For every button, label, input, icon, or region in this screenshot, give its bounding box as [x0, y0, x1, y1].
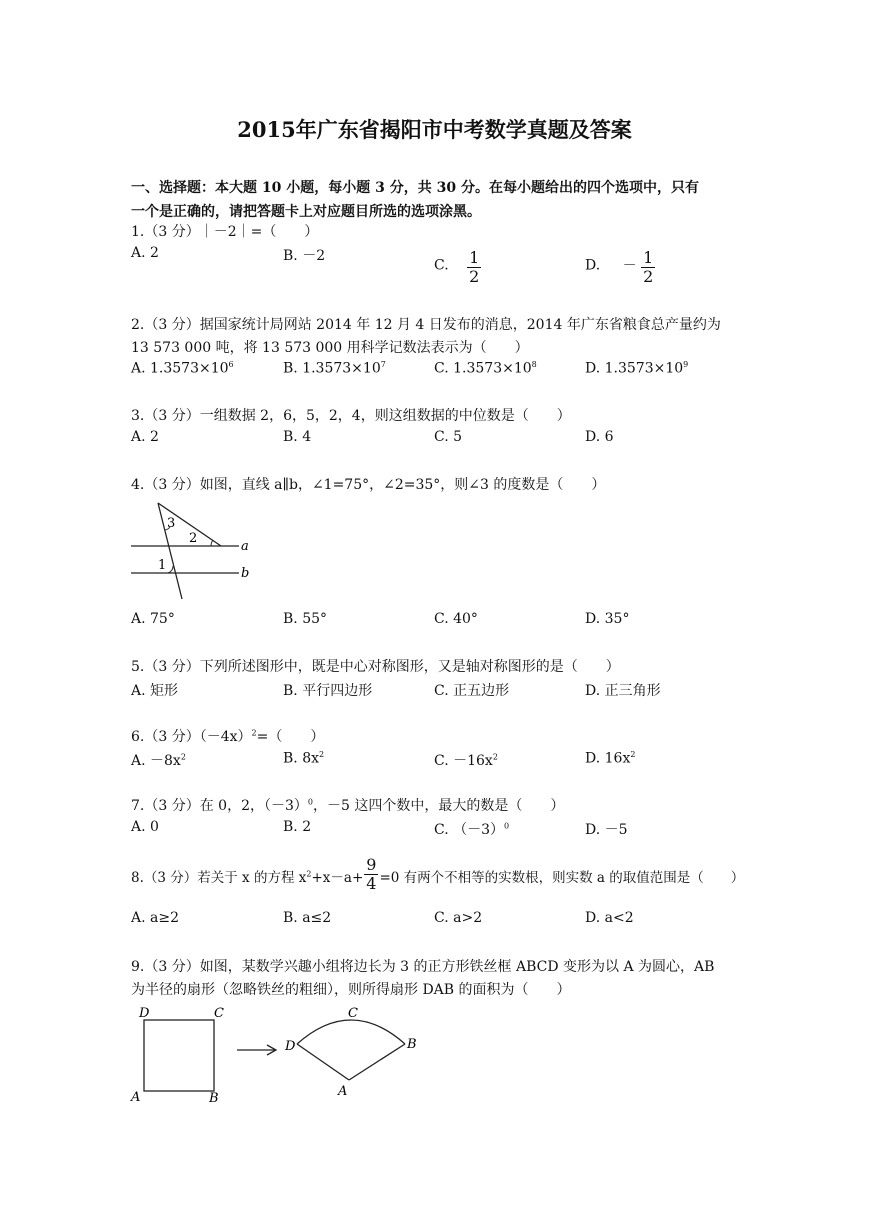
q5-option-c: C. 正五边形: [434, 683, 510, 699]
q7-option-c: C. $(-3)^0$: [434, 821, 510, 838]
q5-option-b: B. 平行四边形: [283, 683, 373, 699]
q5-stem: 5.（3 分）下列所述图形中，既是中心对称图形，又是轴对称图形的是（ ）: [131, 659, 620, 675]
q4-option-c: C. 40°: [434, 611, 478, 627]
q1-option-c-fraction: [467, 249, 481, 286]
angle-2-label: 2: [189, 531, 198, 546]
sector-radius-ab: [349, 1044, 405, 1080]
q7-option-a: A. 0: [131, 819, 159, 835]
section-heading-line1: 一、选择题：本大题 10 小题，每小题 3 分，共 30 分。在每小题给出的四个选项中，只有: [131, 180, 699, 196]
q7-stem: 7.（3 分）在 0，2，$(-3)^0$，－5 这四个数中，最大的数是（ ）: [131, 797, 565, 814]
q1-c-numerator: 1: [469, 248, 480, 267]
q4-option-d: D. 35°: [585, 611, 630, 627]
q1-option-a: A. 2: [131, 245, 159, 261]
q4-stem: 4.（3 分）如图，直线 a∥b，∠1=75°，∠2=35°，则∠3 的度数是（ ）: [131, 477, 606, 493]
q7-option-b: B. 2: [283, 819, 312, 835]
q6-option-d: D. $16x^2$: [585, 750, 636, 767]
sector-radius-ad: [297, 1044, 349, 1080]
q6-option-a: A. $-8x^2$: [131, 752, 186, 769]
q2-option-d: D. $1.3573\times 10^9$: [585, 360, 689, 377]
q9-stem-line1: 9.（3 分）如图，某数学兴趣小组将边长为 3 的正方形铁丝框 ABCD 变形为以 A 为圆心，AB: [131, 959, 715, 975]
q1-d-sign: －: [622, 257, 637, 274]
q1-d-denominator: 2: [643, 267, 654, 286]
angle-1-arc: [168, 566, 173, 573]
q3-option-d: D. 6: [585, 429, 614, 445]
line-b-label: b: [241, 566, 250, 581]
angle-1-label: 1: [158, 558, 167, 573]
angle-3-label: 3: [167, 516, 176, 531]
q8-option-d: D. a<2: [585, 910, 634, 926]
q2-option-b: B. $1.3573\times 10^7$: [283, 360, 386, 377]
square-abcd: [144, 1020, 214, 1091]
q1-option-c-label: C.: [434, 257, 449, 274]
q9-stem-line2: 为半径的扇形（忽略铁丝的粗细），则所得扇形 DAB 的面积为（ ）: [131, 982, 571, 998]
square-b-label: B: [209, 1091, 219, 1106]
q1-option-c: [434, 245, 481, 286]
q8-option-c: C. a>2: [434, 910, 483, 926]
q4-option-b: B. 55°: [283, 611, 328, 627]
q1-option-d-fraction: [641, 249, 655, 286]
page-title: 2015年广东省揭阳市中考数学真题及答案: [237, 117, 632, 142]
q2-option-a: A. $1.3573\times 10^6$: [131, 360, 234, 377]
q8-option-a: A. a≥2: [131, 910, 179, 926]
q1-option-d-label: D.: [585, 257, 601, 274]
q3-stem: 3.（3 分）一组数据 2，6，5，2，4，则这组数据的中位数是（ ）: [131, 408, 571, 424]
q6-option-b: B. $8x^2$: [283, 750, 325, 767]
q8-fraction: $\frac{9}{4}$: [366, 855, 377, 893]
q5-option-a: A. 矩形: [131, 683, 179, 699]
q3-option-c: C. 5: [434, 429, 463, 445]
square-c-label: C: [214, 1006, 224, 1021]
q5-option-d: D. 正三角形: [585, 683, 661, 699]
line-a-label: a: [241, 539, 249, 554]
sector-c-label: C: [348, 1006, 358, 1021]
q2-option-c: C. $1.3573\times 10^8$: [434, 360, 537, 377]
sector-b-label: B: [407, 1037, 417, 1052]
q1-d-numerator: 1: [643, 248, 654, 267]
q9-figure-square-to-sector: [125, 1000, 435, 1110]
section-heading-line2: 一个是正确的，请把答题卡上对应题目所选的选项涂黑。: [131, 204, 481, 220]
q1-c-denominator: 2: [469, 267, 480, 286]
q8-option-b: B. a≤2: [283, 910, 332, 926]
q6-option-c: C. $-16x^2$: [434, 752, 498, 769]
q1-stem: 1.（3 分）｜－2｜=（ ）: [131, 224, 319, 240]
sector-arc: [297, 1020, 405, 1044]
q1-option-b: B. －2: [283, 248, 326, 264]
sector-a-label: A: [338, 1084, 348, 1099]
q8-stem: 8.（3 分）若关于 x 的方程 $x^2+x-a+$ $\frac{9}{4}$ =0 有两个不相等的实数根，则实数 a 的取值范围是（ ）: [131, 855, 745, 893]
q4-option-a: A. 75°: [131, 611, 175, 627]
angle-2-arc: [211, 540, 213, 546]
q2-stem-line2: 13 573 000 吨，将 13 573 000 用科学记数法表示为（ ）: [131, 340, 529, 356]
square-d-label: D: [139, 1006, 150, 1021]
q7-option-d: D. －5: [585, 822, 628, 838]
sector-d-label: D: [285, 1039, 296, 1054]
q3-option-a: A. 2: [131, 429, 159, 445]
q3-option-b: B. 4: [283, 429, 312, 445]
square-a-label: A: [131, 1090, 141, 1105]
q6-stem: 6.（3 分）$(-4x)^2=$（ ）: [131, 728, 325, 745]
q2-stem-line1: 2.（3 分）据国家统计局网站 2014 年 12 月 4 日发布的消息，2014 年广东省粮食总产量约为: [131, 317, 721, 333]
q4-figure-parallel-lines: [125, 495, 265, 605]
q1-option-d: [585, 245, 655, 286]
